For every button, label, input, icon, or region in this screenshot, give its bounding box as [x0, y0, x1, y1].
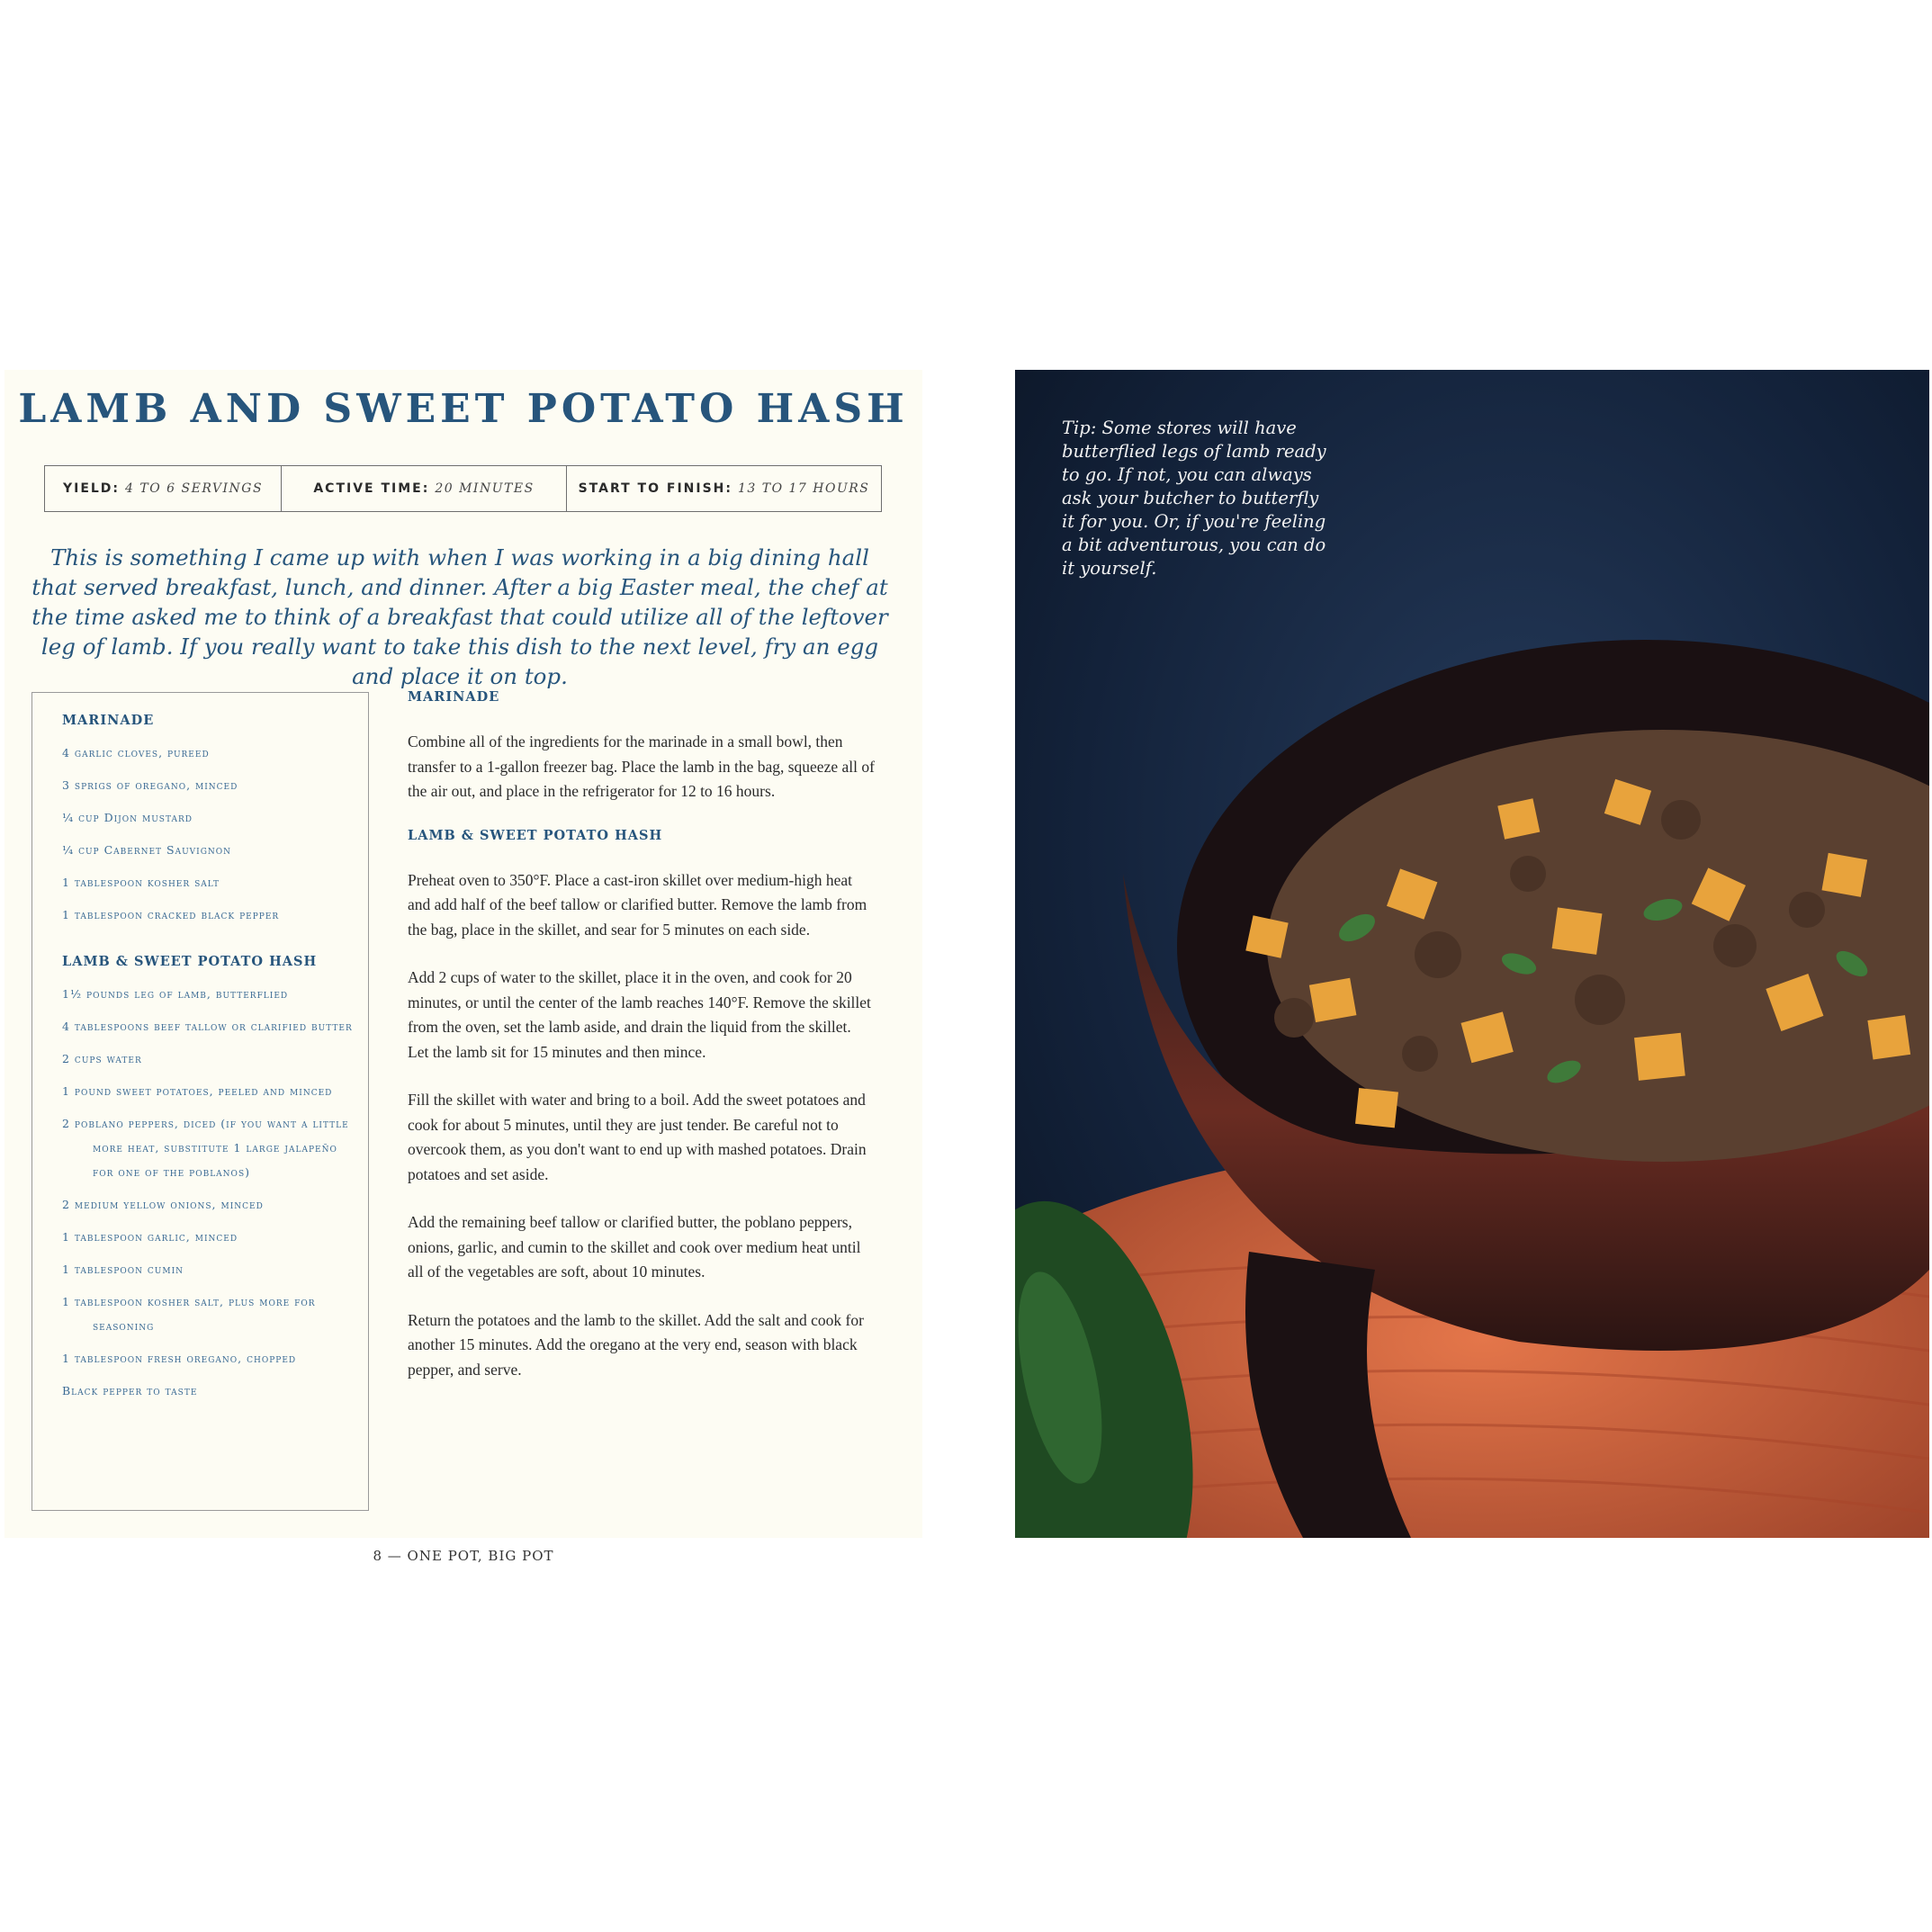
ingredient-item: 1 pound sweet potatoes, peeled and minced: [62, 1084, 333, 1098]
directions-marinade-heading: MARINADE: [408, 689, 500, 705]
marinade-ingredient-list: [62, 741, 368, 927]
ingredient-item: 2 medium yellow onions, minced: [62, 1198, 264, 1211]
directions-hash-heading: LAMB & SWEET POTATO HASH: [408, 827, 663, 843]
ingredients-marinade-heading: MARINADE: [62, 713, 155, 728]
directions: [408, 689, 876, 1406]
start-to-finish-cell: [567, 466, 881, 511]
direction-step: Add 2 cups of water to the skillet, place it in the oven, and cook for 20 minutes, or until the center of the lamb reaches 140°F. Remove the skillet from the oven, set the lamb aside, and drain the liquid from the skillet. Let the lamb sit for 15 minutes and then mince.: [408, 968, 871, 1061]
ingredient-item: 1 tablespoon kosher salt, plus more for seasoning: [62, 1295, 316, 1333]
yield-cell: [45, 466, 282, 511]
ingredient-item: Black pepper to taste: [62, 1384, 198, 1397]
ingredient-item: 1½ pounds leg of lamb, butterflied: [62, 987, 289, 1001]
page-footer: 8 — ONE POT, BIG POT: [373, 1548, 554, 1564]
yield-value: 4 TO 6 SERVINGS: [125, 481, 264, 496]
direction-step: Combine all of the ingredients for the marinade in a small bowl, then transfer to a 1-gallon freezer bag. Place the lamb in the bag, squeeze all of the air out, and place in the refrigerator for 12 to 16 hours.: [408, 732, 875, 800]
ingredient-item: 2 cups water: [62, 1052, 142, 1065]
ingredient-item: 1 tablespoon cracked black pepper: [62, 908, 280, 921]
yield-label: YIELD:: [62, 481, 121, 496]
ingredient-item: 3 sprigs of oregano, minced: [62, 778, 238, 792]
ingredient-item: 1 tablespoon cumin: [62, 1263, 184, 1276]
direction-step: Preheat oven to 350°F. Place a cast-iron skillet over medium-high heat and add half of the beef tallow or clarified butter. Remove the lamb from the bag, place in the skillet, and sear for 5 minutes on each side.: [408, 870, 867, 939]
ingredients-hash-heading: LAMB & SWEET POTATO HASH: [62, 954, 318, 969]
ingredient-item: 2 poblano peppers, diced (if you want a little more heat, substitute 1 large jalapeño for one of the poblanos): [62, 1117, 349, 1179]
active-time-label: ACTIVE TIME:: [313, 481, 430, 496]
hash-ingredient-list: [62, 982, 368, 1403]
ingredients-box: [31, 692, 369, 1511]
ingredient-item: 1 tablespoon fresh oregano, chopped: [62, 1352, 297, 1365]
recipe-page: [4, 370, 922, 1538]
recipe-intro: This is something I came up with when I was working in a big dining hall that served breakfast, lunch, and dinner. After a big Easter meal, the chef at the time asked me to think of a breakfast that could utilize all of the leftover leg of lamb. If you really want to take this dish to the next level, fry an egg and place it on top.: [31, 544, 888, 689]
start-to-finish-value: 13 TO 17 HOURS: [737, 481, 870, 496]
active-time-value: 20 MINUTES: [435, 481, 535, 496]
ingredient-item: 1 tablespoon garlic, minced: [62, 1230, 238, 1244]
dish-photo: [1015, 370, 1929, 1538]
start-to-finish-label: START TO FINISH:: [578, 481, 732, 496]
ingredient-item: 4 garlic cloves, pureed: [62, 746, 210, 759]
direction-step: Return the potatoes and the lamb to the skillet. Add the salt and cook for another 15 minutes. Add the oregano at the very end, season with black pepper, and serve.: [408, 1310, 864, 1379]
ingredient-item: ¼ cup Dijon mustard: [62, 811, 193, 824]
photo-tip: Tip: Some stores will have butterflied legs of lamb ready to go. If not, you can always ask your butcher to butterfly it for you. Or, if you're feeling a bit adventurous, you can do it yourself.: [1062, 418, 1326, 579]
direction-step: Add the remaining beef tallow or clarified butter, the poblano peppers, onions, garlic, and cumin to the skillet and cook over medium heat until all of the vegetables are soft, about 10 minutes.: [408, 1213, 861, 1281]
ingredient-item: 4 tablespoons beef tallow or clarified butter: [62, 1020, 353, 1033]
ingredient-item: ¼ cup Cabernet Sauvignon: [62, 843, 232, 857]
recipe-meta-bar: [44, 465, 882, 512]
recipe-title: LAMB AND SWEET POTATO HASH: [18, 386, 909, 432]
active-time-cell: [282, 466, 567, 511]
direction-step: Fill the skillet with water and bring to a boil. Add the sweet potatoes and cook for about 5 minutes, until they are just tender. Be careful not to overcook them, as you don't want to end up with mashed potatoes. Drain potatoes and set aside.: [408, 1091, 867, 1183]
ingredient-item: 1 tablespoon kosher salt: [62, 876, 220, 889]
